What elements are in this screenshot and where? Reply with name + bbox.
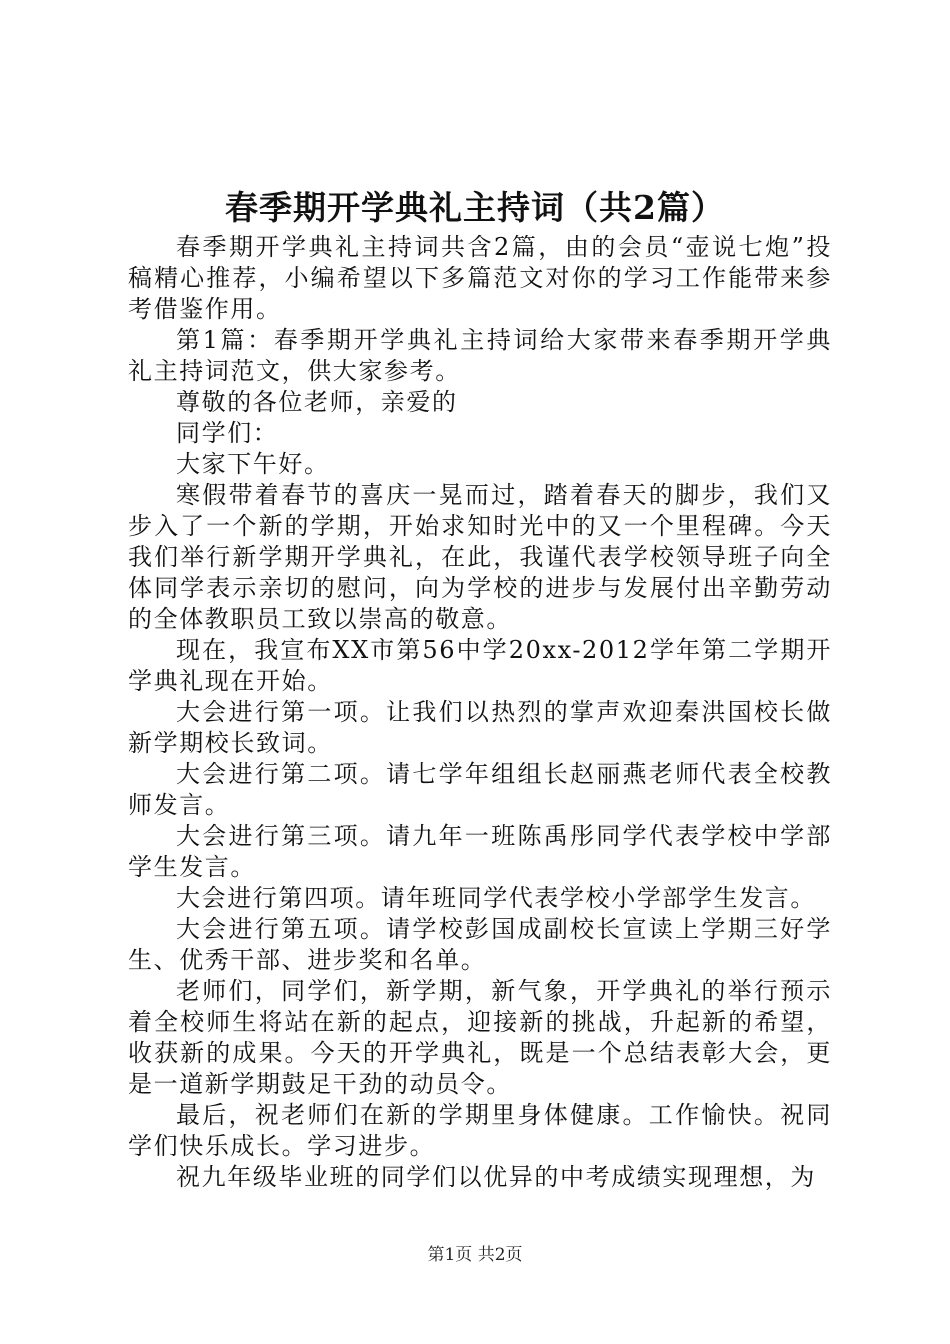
paragraph-item-1: 大会进行第一项。让我们以热烈的掌声欢迎秦洪国校长做新学期校长致词。 (128, 698, 832, 757)
paragraph-item-5: 大会进行第五项。请学校彭国成副校长宣读上学期三好学生、优秀干部、进步奖和名单。 (128, 915, 832, 974)
paragraph-item-4: 大会进行第四项。请年班同学代表学校小学部学生发言。 (176, 884, 816, 912)
paragraph-students: 同学们： (176, 419, 279, 447)
document-title: 春季期开学典礼主持词（共2篇） (225, 188, 725, 227)
paragraph-wishes: 最后，祝老师们在新的学期里身体健康。工作愉快。祝同学们快乐成长。学习进步。 (128, 1101, 832, 1160)
paragraph-closing: 老师们，同学们，新学期，新气象，开学典礼的举行预示着全校师生将站在新的起点，迎接新的挑战，升起新的希望，收获新的成果。今天的开学典礼，既是一个总结表彰大会，更是一道新学期鼓足干劲的动员令。 (128, 977, 832, 1098)
paragraph-part-1-heading: 第1篇：春季期开学典礼主持词给大家带来春季期开学典礼主持词范文，供大家参考。 (128, 326, 832, 385)
paragraph-item-3: 大会进行第三项。请九年一班陈禹彤同学代表学校中学部学生发言。 (128, 822, 832, 881)
paragraph-greeting: 尊敬的各位老师，亲爱的 (176, 388, 458, 416)
document-body (128, 232, 832, 1193)
paragraph-good-afternoon: 大家下午好。 (176, 450, 330, 478)
paragraph-announcement: 现在，我宣布XX市第56中学20xx-2012学年第二学期开学典礼现在开始。 (128, 636, 832, 695)
paragraph-opening: 寒假带着春节的喜庆一晃而过，踏着春天的脚步，我们又步入了一个新的学期，开始求知时光中的又一个里程碑。今天我们举行新学期开学典礼，在此，我谨代表学校领导班子向全体同学表示亲切的慰问，向为学校的进步与发展付出辛勤劳动的全体教职员工致以崇高的敬意。 (128, 481, 832, 633)
page-footer: 第1页 共2页 (427, 1245, 523, 1265)
paragraph-graduates: 祝九年级毕业班的同学们以优异的中考成绩实现理想，为 (176, 1163, 816, 1191)
paragraph-item-2: 大会进行第二项。请七学年组组长赵丽燕老师代表全校教师发言。 (128, 760, 832, 819)
paragraph-intro: 春季期开学典礼主持词共含2篇，由的会员“壶说七炮”投稿精心推荐，小编希望以下多篇范文对你的学习工作能带来参考借鉴作用。 (128, 233, 832, 323)
